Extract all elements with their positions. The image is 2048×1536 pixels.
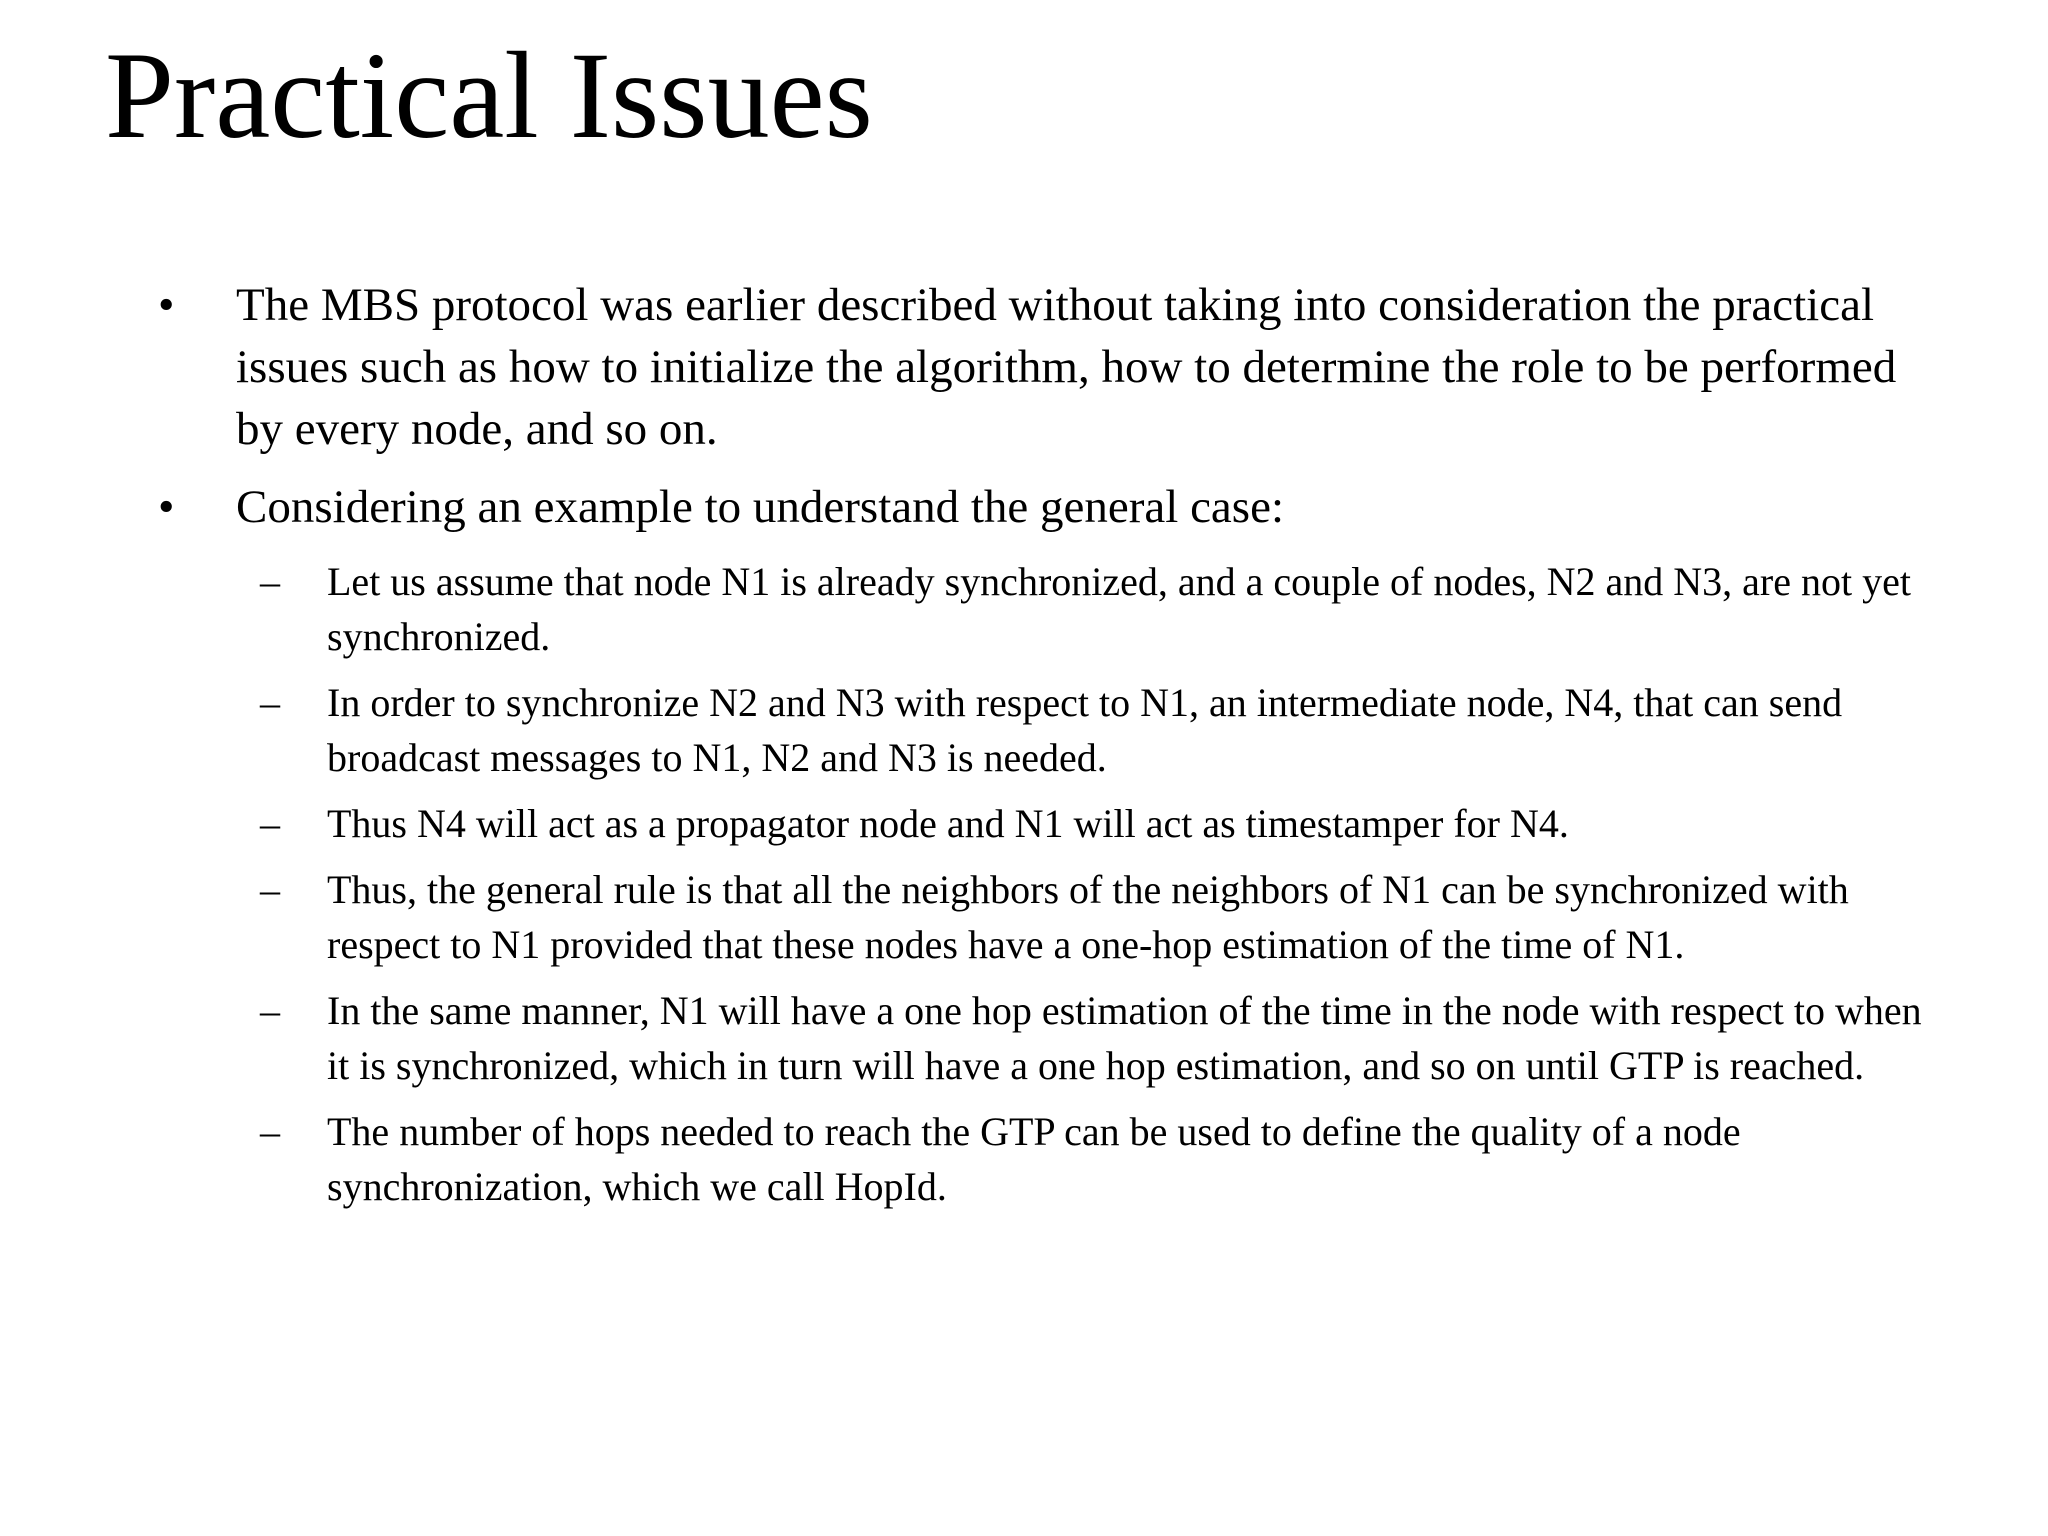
sub-bullet-text: The number of hops needed to reach the GTP can be used to define the quality of a node synchronization, which we call HopId. [327,1109,1741,1209]
sub-bullet-marker: – [260,801,280,846]
sub-bullet-text: Let us assume that node N1 is already synchronized, and a couple of nodes, N2 and N3, are not yet synchronized. [327,559,1911,659]
bullet-marker: • [158,279,175,331]
bullet-item [150,476,1940,538]
bullet-text: The MBS protocol was earlier described without taking into consideration the practical issues such as how to initialize the algorithm, how to determine the role to be performed by every node, and so on. [236,279,1897,455]
sub-bullet-item [150,675,1940,785]
sub-bullet-item [150,983,1940,1093]
sub-bullet-marker: – [260,988,280,1033]
sub-bullet-item [150,554,1940,664]
slide-content [150,274,1940,1225]
sub-bullet-item [150,796,1940,851]
sub-bullet-marker: – [260,680,280,725]
bullet-marker: • [158,481,175,533]
sub-bullet-marker: – [260,1109,280,1154]
bullet-text: Considering an example to understand the general case: [236,481,1284,533]
sub-bullet-text: In order to synchronize N2 and N3 with respect to N1, an intermediate node, N4, that can send broadcast messages to N1, N2 and N3 is needed. [327,680,1843,780]
sub-bullet-marker: – [260,867,280,912]
sub-bullet-item [150,1104,1940,1214]
sub-bullet-text: Thus, the general rule is that all the neighbors of the neighbors of N1 can be synchronized with respect to N1 provided that these nodes have a one-hop estimation of the time of N1. [327,867,1849,967]
bullet-item [150,274,1940,460]
slide-title: Practical Issues [105,27,873,164]
sub-bullet-marker: – [260,559,280,604]
sub-bullet-item [150,862,1940,972]
sub-bullet-text: Thus N4 will act as a propagator node and N1 will act as timestamper for N4. [327,801,1569,846]
sub-bullet-text: In the same manner, N1 will have a one hop estimation of the time in the node with respect to when it is synchronized, which in turn will have a one hop estimation, and so on until GTP is reached. [327,988,1922,1088]
